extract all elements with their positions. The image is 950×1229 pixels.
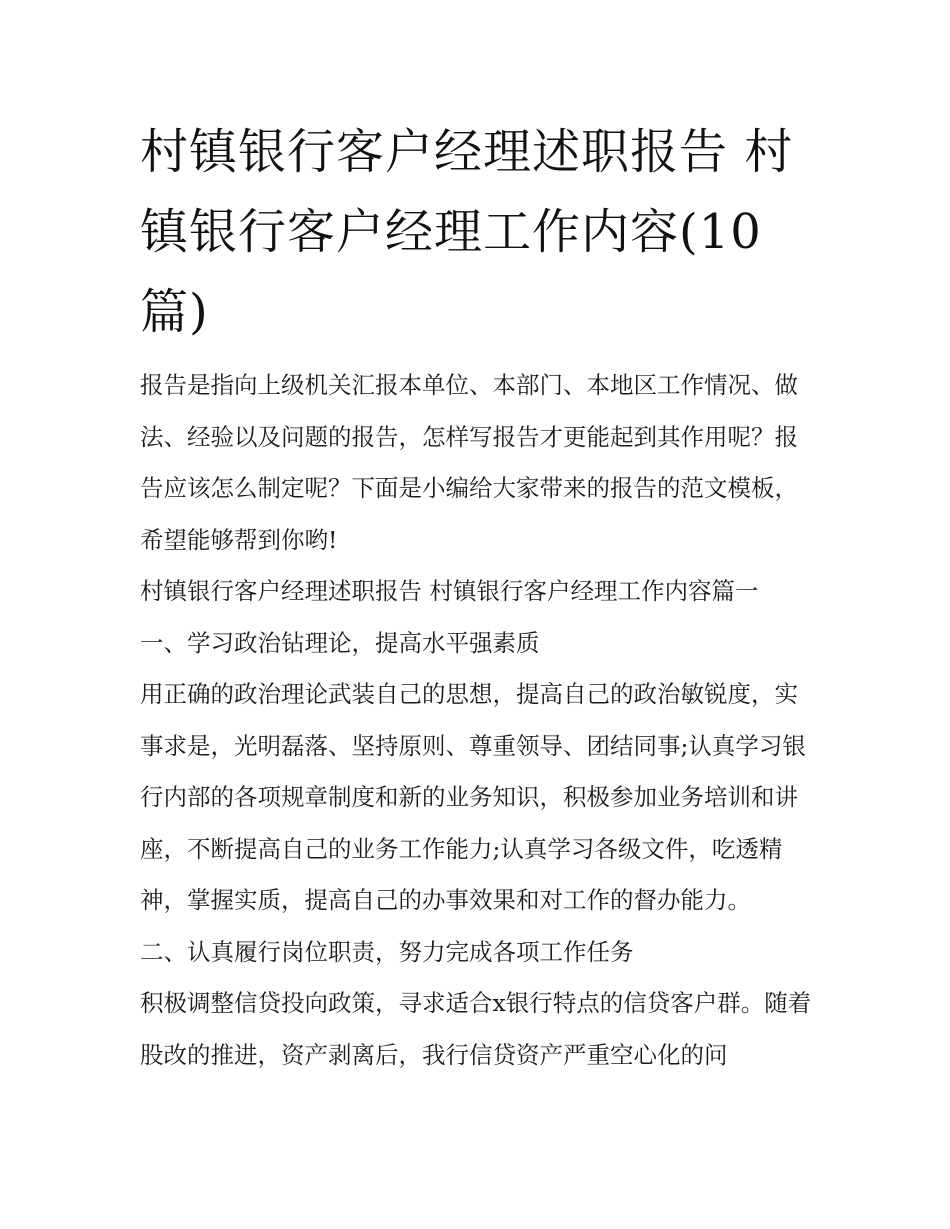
document-title: 村镇银行客户经理述职报告 村镇银行客户经理工作内容(10篇) <box>140 124 794 340</box>
intro-paragraph: 报告是指向上级机关汇报本单位、本部门、本地区工作情况、做法、经验以及问题的报告，怎样写报告才更能起到其作用呢？报告应该怎么制定呢？下面是小编给大家带来的报告的范文模板，希望能够帮到你哟! <box>140 371 798 554</box>
body-paragraph: 用正确的政治理论武装自己的思想，提高自己的政治敏锐度，实事求是，光明磊落、坚持原则、尊重领导、团结同事;认真学习银行内部的各项规章制度和新的业务知识，积极参加业务培训和讲座，不断提高自己的业务工作能力;认真学习各级文件，吃透精神，掌握实质，提高自己的办事效果和对工作的督办能力。 <box>140 680 806 914</box>
subheading-two: 二、认真履行岗位职责，努力完成各项工作任务 <box>140 937 634 966</box>
body-paragraph: 积极调整信贷投向政策，寻求适合x银行特点的信贷客户群。随着股改的推进，资产剥离后，我行信贷资产严重空心化的问 <box>140 989 812 1069</box>
document-page <box>140 112 820 1081</box>
subheading-one: 一、学习政治钻理论，提高水平强素质 <box>140 628 540 657</box>
document-body <box>140 360 820 1081</box>
section-heading-part-one: 村镇银行客户经理述职报告 村镇银行客户经理工作内容篇一 <box>140 577 759 605</box>
